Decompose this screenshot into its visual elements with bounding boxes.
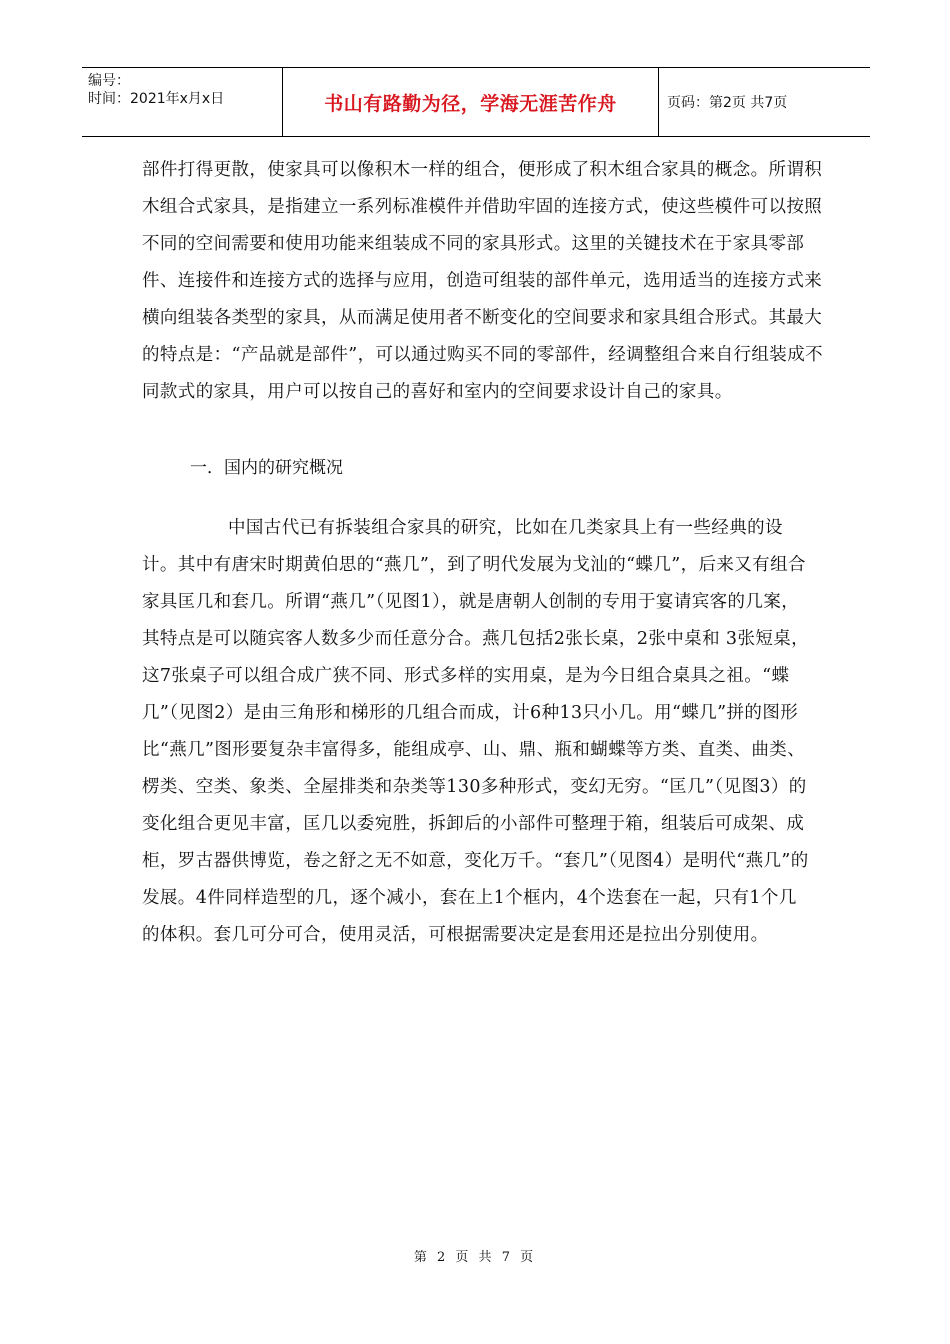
- page-footer: 第 2 页 共 7 页: [413, 1250, 537, 1265]
- serial-number-label: 编号：: [88, 73, 130, 89]
- header-motto-cell: [283, 68, 659, 136]
- header-meta-cell: [82, 68, 283, 136]
- header-page-info: 页码：第2页 共7页: [667, 95, 788, 111]
- date-line: 时间：2021年x月x日: [88, 91, 225, 107]
- header-page-cell: [659, 68, 870, 136]
- body-paragraph-2-text: 中国古代已有拆装组合家具的研究，比如在几类家具上有一些经典的设计。其中有唐宋时期黄伯思的“燕几”，到了明代发展为戈汕的“蝶几”，后来又有组合家具匡几和套几。所谓“燕几”（见图1），就是唐朝人创制的专用于宴请宾客的几案，其特点是可以随宾客人数多少而任意分合。燕几包括2张长桌，2张中桌和 3张短桌，这7张桌子可以组合成广狭不同、形式多样的实用桌，是为今日组合桌具之祖。“蝶几”（见图2）是由三角形和梯形的几组合而成，计6种13只小几。用“蝶几”拼的图形比“燕几”图形要复杂丰富得多，能组成亭、山、鼎、瓶和蝴蝶等方类、直类、曲类、楞类、空类、象类、全屋排类和杂类等130多种形式，变幻无穷。“匡几”（见图3）的变化组合更见丰富，匡几以委宛胜，拆卸后的小部件可整理于箱，组装后可成架、成柜，罗古器供博览，卷之舒之无不如意，变化万千。“套几”（见图4）是明代“燕几”的发展。4件同样造型的几，逐个减小，套在上1个框内，4个迭套在一起，只有1个几的体积。套几可分可合，使用灵活，可根据需要决定是套用还是拉出分别使用。: [142, 518, 810, 945]
- header-motto: 书山有路勤为径，学海无涯苦作舟: [324, 92, 617, 115]
- section-heading: 一．国内的研究概况: [190, 458, 343, 478]
- body-paragraph-1: 部件打得更散，使家具可以像积木一样的组合，便形成了积木组合家具的概念。所谓积木组合式家具，是指建立一系列标准模件并借助牢固的连接方式，使这些模件可以按照不同的空间需要和使用功能来组装成不同的家具形式。这里的关键技术在于家具零部件、连接件和连接方式的选择与应用，创造可组装的部件单元，选用适当的连接方式来横向组装各类型的家具，从而满足使用者不断变化的空间要求和家具组合形式。其最大的特点是：“产品就是部件”，可以通过购买不同的零部件，经调整组合来自行组装成不同款式的家具，用户可以按自己的喜好和室内的空间要求设计自己的家具。: [142, 160, 823, 402]
- document-header: [82, 67, 870, 137]
- body-paragraph-2: [142, 510, 814, 954]
